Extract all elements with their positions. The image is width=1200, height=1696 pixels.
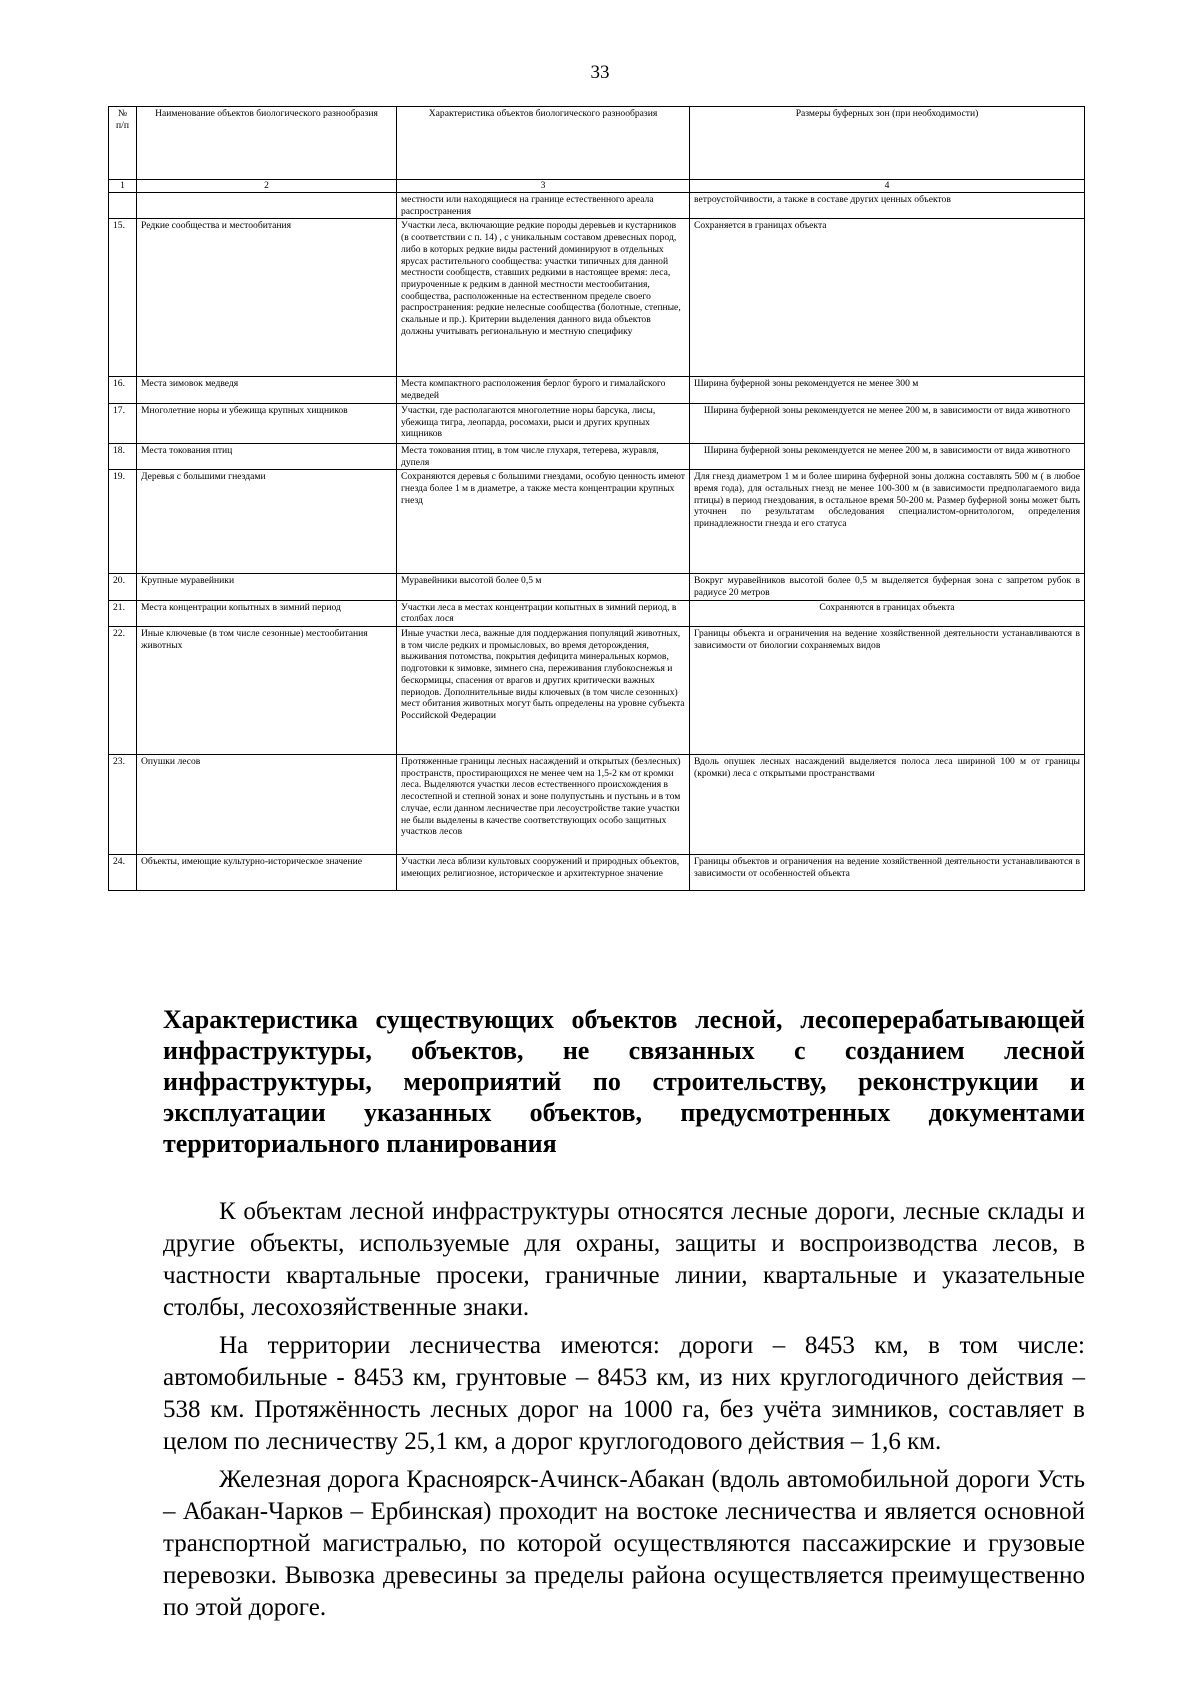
column-number-row (109, 180, 1085, 193)
page-number: 33 (590, 62, 610, 83)
table-row (109, 403, 1085, 443)
cell-buffer-zone: Сохраняются в границах объекта (690, 600, 1085, 626)
cell-buffer-zone: Вдоль опушек лесных насаждений выделяется полоса леса шириной 100 м от границы (кромки) леса с открытыми пространствами (690, 755, 1085, 855)
cell-characteristic: Муравейники высотой более 0,5 м (397, 574, 690, 600)
header-characteristic: Характеристика объектов биологического разнообразия (397, 107, 690, 180)
cell-object-name: Опушки лесов (137, 755, 397, 855)
table-row (109, 627, 1085, 755)
table-row (109, 574, 1085, 600)
paragraph: На территории лесничества имеются: дороги – 8453 км, в том числе: автомобильные - 8453 км, грунтовые – 8453 км, из них круглогодичного действия – 538 км. Протяжённость лесных дорог на 1000 га, без учёта зимников, составляет в целом по лесничеству 25,1 км, а дорог круглогодового действия – 1,6 км. (163, 1332, 1085, 1455)
cell-object-name: Крупные муравейники (137, 574, 397, 600)
cell-number: 20. (109, 574, 137, 600)
cell-object-name: Места зимовок медведя (137, 377, 397, 403)
cell-number: 17. (109, 403, 137, 443)
header-object-name: Наименование объектов биологического разнообразия (137, 107, 397, 180)
header-buffer-zone: Размеры буферных зон (при необходимости) (690, 107, 1085, 180)
cell-characteristic: Места компактного расположения берлог бурого и гималайского медведей (397, 377, 690, 403)
cell-buffer-zone: Границы объектов и ограничения на ведение хозяйственной деятельности устанавливаются в зависимости от особенностей объекта (690, 855, 1085, 891)
cell-characteristic: Участки леса вблизи культовых сооружений и природных объектов, имеющих религиозное, историческое и архитектурное значение (397, 855, 690, 891)
continuation-row (109, 193, 1085, 219)
cell-characteristic: Сохраняются деревья с большими гнездами, особую ценность имеют гнезда более 1 м в диаметре, а также места концентрации крупных гнезд (397, 470, 690, 574)
cell-object-name: Объекты, имеющие культурно-историческое значение (137, 855, 397, 891)
cell-characteristic: местности или находящиеся на границе естественного ареала распространения (397, 193, 690, 219)
cell-buffer-zone: Для гнезд диаметром 1 м и более ширина буферной зоны должна составлять 500 м ( в любое время года), для остальных гнезд не менее 100-300 м (в зависимости предполагаемого вида птицы) в период гнездования, в остальное время 50-200 м. Размер буферной зоны может быть уточнен по результатам обследования специалистом-орнитологом, определения принадлежности гнезда и его статуса (690, 470, 1085, 574)
table-row (109, 470, 1085, 574)
cell-buffer-zone: Вокруг муравейников высотой более 0,5 м выделяется буферная зона с запретом рубок в радиусе 20 метров (690, 574, 1085, 600)
cell-characteristic: Места токования птиц, в том числе глухаря, тетерева, журавля, дупеля (397, 443, 690, 469)
cell-buffer-zone: Сохраняется в границах объекта (690, 219, 1085, 377)
header-number: № п/п (109, 107, 137, 180)
table-header-row (109, 107, 1085, 180)
cell-object-name: Иные ключевые (в том числе сезонные) местообитания животных (137, 627, 397, 755)
cell-number: 15. (109, 219, 137, 377)
cell-buffer-zone: Ширина буферной зоны рекомендуется не менее 200 м, в зависимости от вида животного (690, 443, 1085, 469)
cell-buffer-zone: Границы объекта и ограничения на ведение хозяйственной деятельности устанавливаются в зависимости от биологии сохраняемых видов (690, 627, 1085, 755)
column-number: 4 (690, 180, 1085, 193)
table-row (109, 755, 1085, 855)
table-row (109, 377, 1085, 403)
cell-object-name (137, 193, 397, 219)
table-body (109, 180, 1085, 891)
cell-characteristic: Протяженные границы лесных насаждений и открытых (безлесных) пространств, простирающихся не менее чем на 1,5-2 км от кромки леса. Выделяются участки лесов естественного происхождения в лесостепной и степной зонах и зоне полупустынь и пустынь и в том случае, если данном лесничестве при лесоустройстве такие участки не были выделены в качестве соответствующих особо защитных участков лесов (397, 755, 690, 855)
cell-number: 19. (109, 470, 137, 574)
table-row (109, 443, 1085, 469)
cell-number: 24. (109, 855, 137, 891)
cell-number: 21. (109, 600, 137, 626)
section-heading: Характеристика существующих объектов лесной, лесоперерабатывающей инфраструктуры, объектов, не связанных с созданием лесной инфраструктуры, мероприятий по строительству, реконструкции и эксплуатации указанных объектов, предусмотренных документами территориального планирования (163, 1005, 1085, 1158)
cell-buffer-zone: Ширина буферной зоны рекомендуется не менее 200 м, в зависимости от вида животного (690, 403, 1085, 443)
cell-characteristic: Участки, где располагаются многолетние норы барсука, лисы, убежища тигра, леопарда, росомахи, рыси и других крупных хищников (397, 403, 690, 443)
cell-object-name: Деревья с большими гнездами (137, 470, 397, 574)
table-row (109, 855, 1085, 891)
paragraph: К объектам лесной инфраструктуры относятся лесные дороги, лесные склады и другие объекты, используемые для охраны, защиты и воспроизводства лесов, в частности квартальные просеки, граничные линии, квартальные и указательные столбы, лесохозяйственные знаки. (163, 1198, 1085, 1321)
table-row (109, 600, 1085, 626)
cell-characteristic: Иные участки леса, важные для поддержания популяций животных, в том числе редких и промысловых, во время деторождения, выживания потомства, покрытия дефицита минеральных кормов, подготовки к зимовке, зимнего сна, переживания глубокоснежья и бескормицы, спасения от врагов и других критически важных периодов. Дополнительные виды ключевых (в том числе сезонных) мест обитания животных могут быть определены на уровне субъекта Российской Федерации (397, 627, 690, 755)
cell-number (109, 193, 137, 219)
column-number: 2 (137, 180, 397, 193)
cell-buffer-zone: ветроустойчивости, а также в составе других ценных объектов (690, 193, 1085, 219)
cell-object-name: Редкие сообщества и местообитания (137, 219, 397, 377)
cell-number: 22. (109, 627, 137, 755)
cell-number: 16. (109, 377, 137, 403)
cell-number: 18. (109, 443, 137, 469)
cell-characteristic: Участки леса, включающие редкие породы деревьев и кустарников (в соответствии с п. 14) , с уникальным составом древесных пород, либо в которых редкие виды растений доминируют в отдельных ярусах растительного сообщества: участки типичных для данной местности сообществ, ставших редкими в настоящее время: леса, приуроченные к редким в данной местности местообитания, сообщества, расположенные на естественном пределе своего распространения: редкие нелесные сообщества (болотные, степные, скальные и пр.). Критерии выделения данного вида объектов должны учитывать региональную и местную специфику (397, 219, 690, 377)
paragraph: Железная дорога Красноярск-Ачинск-Абакан (вдоль автомобильной дороги Усть – Абакан-Чарков – Ербинская) проходит на востоке лесничества и является основной транспортной магистралью, по которой осуществляются пассажирские и грузовые перевозки. Вывозка древесины за пределы района осуществляется преимущественно по этой дороге. (163, 1466, 1085, 1621)
cell-characteristic: Участки леса в местах концентрации копытных в зимний период, в столбах лося (397, 600, 690, 626)
column-number: 3 (397, 180, 690, 193)
body-text (163, 1196, 1085, 1630)
column-number: 1 (109, 180, 137, 193)
cell-object-name: Места токования птиц (137, 443, 397, 469)
biodiversity-table (108, 106, 1085, 891)
cell-object-name: Места концентрации копытных в зимний период (137, 600, 397, 626)
cell-number: 23. (109, 755, 137, 855)
cell-object-name: Многолетние норы и убежища крупных хищников (137, 403, 397, 443)
table-row (109, 219, 1085, 377)
cell-buffer-zone: Ширина буферной зоны рекомендуется не менее 300 м (690, 377, 1085, 403)
